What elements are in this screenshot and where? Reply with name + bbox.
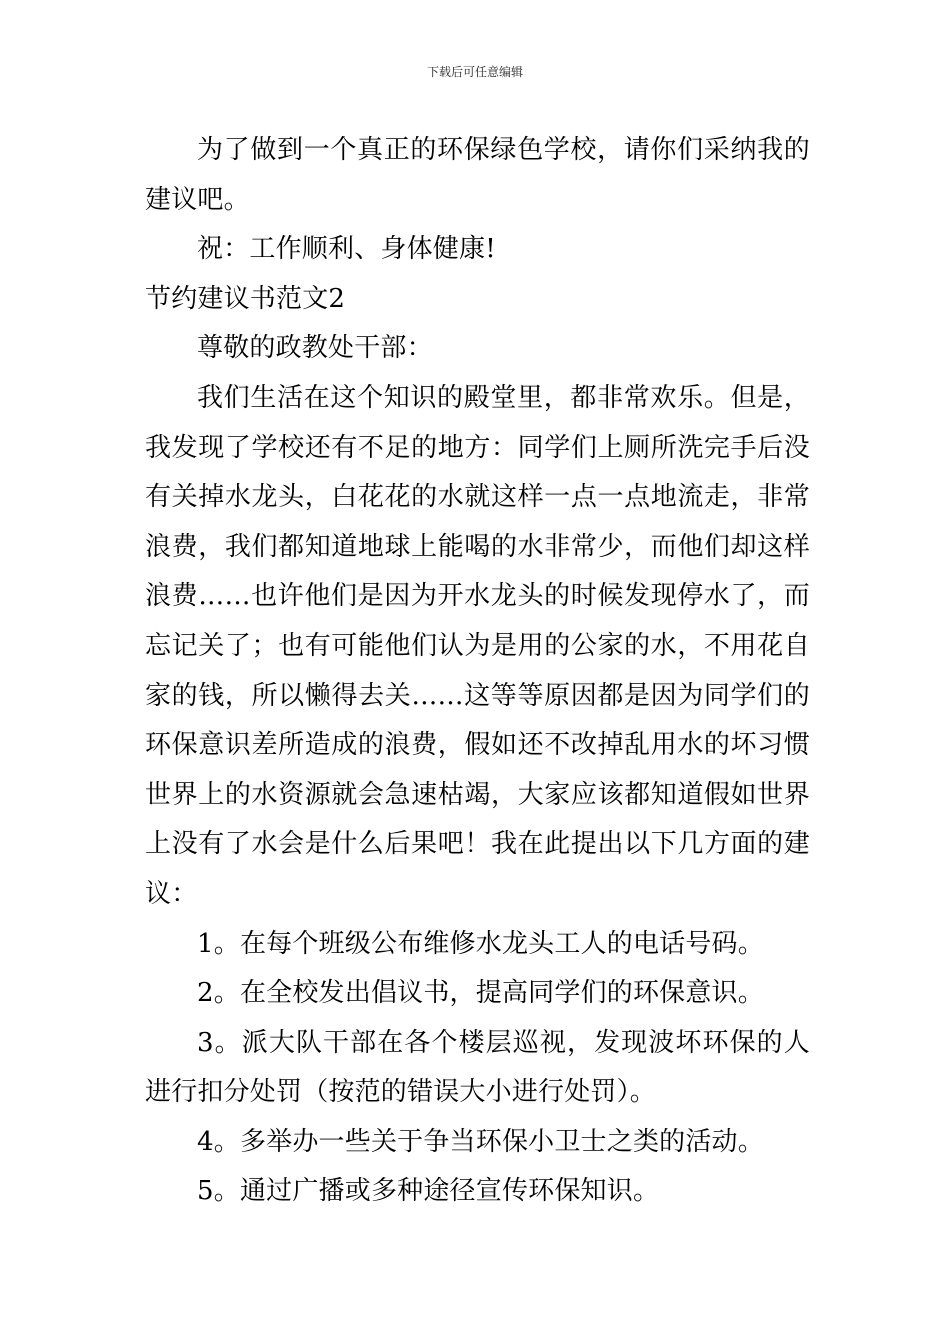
wishes-line: 祝：工作顺利、身体健康! — [197, 234, 496, 265]
main-paragraph: 我们生活在这个知识的殿堂里，都非常欢乐。但是，我发现了学校还有不足的地方：同学们上厕所洗完手后没有关掉水龙头，白花花的水就这样一点一点地流走，非常浪费，我们都知道地球上能喝的水非常少，而他们却这样浪费……也许他们是因为开水龙头的时候发现停水了，而忘记关了；也有可能他们认为是用的公家的水，不用花自家的钱，所以懒得去关……这等等原因都是因为同学们的环保意识差所造成的浪费，假如还不改掉乱用水的坏习惯世界上的水资源就会急速枯竭，大家应该都知道假如世界上没有了水会是什么后果吧！我在此提出以下几方面的建议： — [145, 382, 810, 909]
suggestion-item-5: 5。通过广播或多种途径宣传环保知识。 — [197, 1176, 660, 1207]
salutation-line: 尊敬的政教处干部： — [197, 333, 433, 364]
suggestion-item-4: 4。多举办一些关于争当环保小卫士之类的活动。 — [197, 1126, 764, 1157]
suggestion-item-3: 3。派大队干部在各个楼层巡视，发现波坏环保的人进行扣分处罚（按范的错误大小进行处罚）。 — [145, 1027, 810, 1108]
section-heading: 节约建议书范文2 — [145, 283, 346, 314]
suggestion-item-2: 2。在全校发出倡议书，提高同学们的环保意识。 — [197, 978, 764, 1009]
document-body — [145, 126, 810, 1217]
suggestion-item-1: 1。在每个班级公布维修水龙头工人的电话号码。 — [197, 928, 764, 959]
page-header: 下载后可任意编辑 — [426, 65, 523, 79]
closing-paragraph: 为了做到一个真正的环保绿色学校，请你们采纳我的建议吧。 — [145, 135, 810, 215]
